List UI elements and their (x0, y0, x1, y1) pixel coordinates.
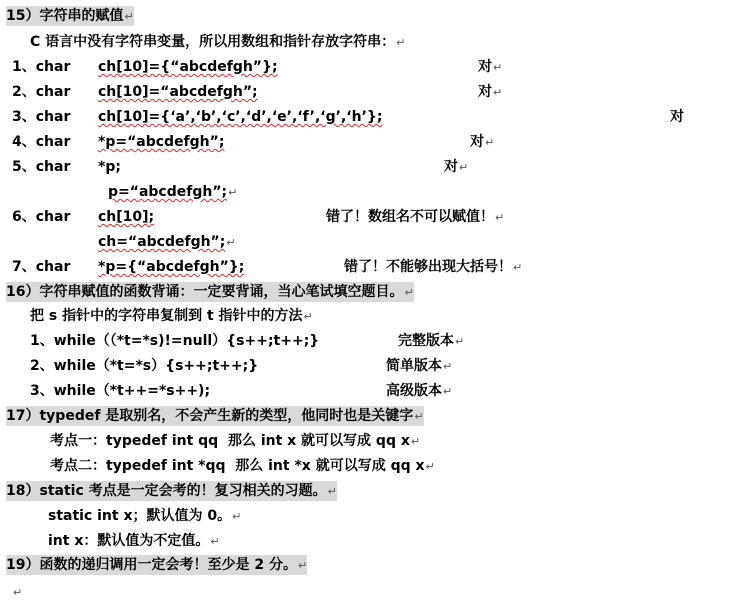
verdict-text: 对 (670, 109, 684, 125)
section-18-title: 18）static 考点是一定会考的！复习相关的习题。↵ (6, 483, 337, 499)
list-item: 7、char (12, 259, 71, 275)
list-item: 2、char (12, 84, 71, 100)
note-line: int x：默认值为不定值。↵ (48, 533, 220, 549)
note-line: 考点二：typedef int *qq 那么 int *x 就可以写成 qq x↵ (50, 458, 435, 474)
code-text: 3、while（*t++=*s++); (30, 383, 211, 399)
verdict-text: 对↵ (478, 59, 503, 75)
list-item: 6、char (12, 209, 71, 225)
code-text: *p; (98, 159, 121, 175)
list-item: 5、char (12, 159, 71, 175)
list-item: 3、char (12, 109, 71, 125)
code-text: 2、while（*t=*s）{s++;t++;} (30, 358, 259, 374)
verdict-text: 对↵ (478, 84, 503, 100)
version-label: 完整版本↵ (398, 333, 465, 349)
section-16-intro: 把 s 指针中的字符串复制到 t 指针中的方法↵ (30, 308, 313, 324)
verdict-text: 对↵ (444, 159, 469, 175)
section-16-title: 16）字符串赋值的函数背诵：一定要背诵，当心笔试填空题目。↵ (6, 284, 414, 300)
note-line: 考点一：typedef int qq 那么 int x 就可以写成 qq x↵ (50, 433, 421, 449)
verdict-text: 对↵ (470, 134, 495, 150)
section-19-title: 19）函数的递归调用一定会考！至少是 2 分。↵ (6, 557, 308, 573)
list-item: 4、char (12, 134, 71, 150)
code-text: ch[10]={‘a’,‘b’,‘c’,‘d’,‘e’,‘f’,‘g’,‘h’}; (98, 109, 383, 125)
code-text: ch[10]; (98, 209, 155, 225)
section-15-intro: C 语言中没有字符串变量，所以用数组和指针存放字符串：↵ (30, 34, 406, 50)
version-label: 高级版本↵ (386, 383, 453, 399)
verdict-text: 错了！不能够出现大括号！↵ (344, 259, 523, 275)
code-text: ch=“abcdefgh”;↵ (98, 234, 236, 250)
code-text: p=“abcdefgh”;↵ (108, 184, 238, 200)
code-text: ch[10]={“abcdefgh”}; (98, 59, 278, 75)
code-text: 1、while（（*t=*s)!=null）{s++;t++;} (30, 333, 320, 349)
version-label: 简单版本↵ (386, 358, 453, 374)
code-text: ch[10]=“abcdefgh”; (98, 84, 258, 100)
section-15-title: 15）字符串的赋值↵ (6, 8, 134, 24)
paragraph-mark: ↵ (13, 586, 23, 599)
verdict-text: 错了！数组名不可以赋值！↵ (326, 209, 505, 225)
note-line: static int x；默认值为 0。↵ (48, 508, 242, 524)
section-17-title: 17）typedef 是取别名，不会产生新的类型，他同时也是关键字↵ (6, 408, 424, 424)
code-text: *p=“abcdefgh”; (98, 134, 225, 150)
code-text: *p={“abcdefgh”}; (98, 259, 245, 275)
list-item: 1、char (12, 59, 71, 75)
